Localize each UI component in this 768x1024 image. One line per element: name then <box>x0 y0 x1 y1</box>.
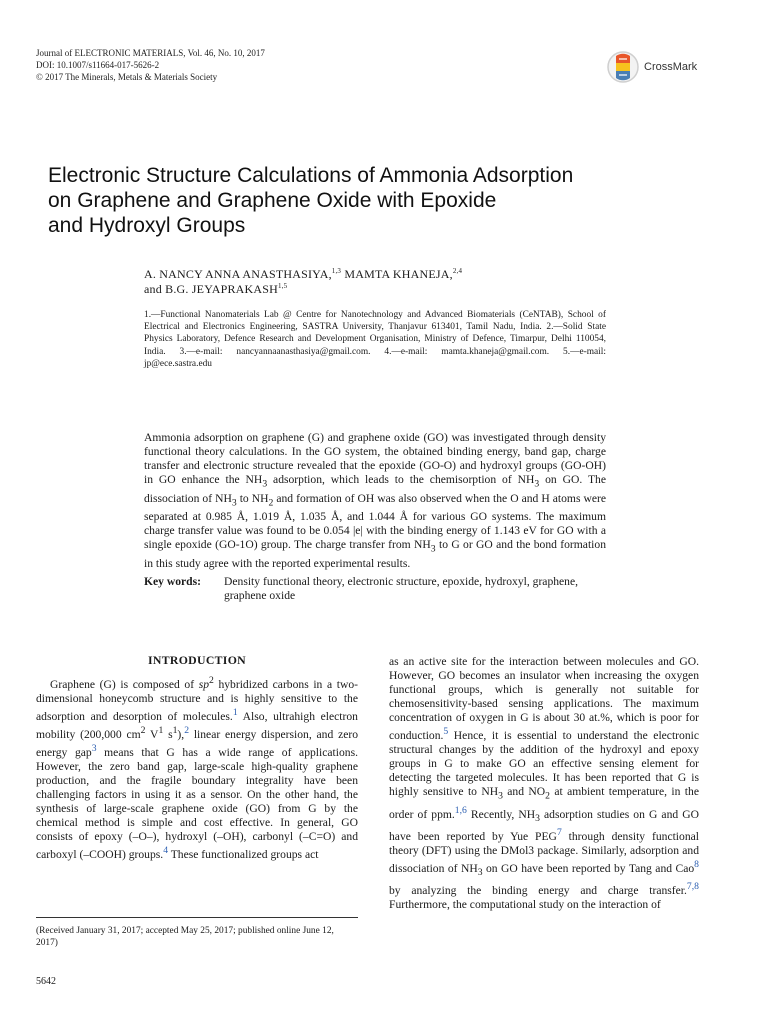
journal-citation: Journal of ELECTRONIC MATERIALS, Vol. 46, No. 10, 2017 <box>36 48 265 58</box>
abstract-text: on GO. The dissociation of NH <box>144 473 606 505</box>
subscript: 3 <box>535 812 540 824</box>
author-3-affil: 1,5 <box>278 281 288 290</box>
reference-link[interactable]: 1,6 <box>454 804 467 816</box>
abstract-text: Ammonia adsorption on graphene (G) and graphene oxide (GO) was investigated through density functional theory calculations. In the GO system, the obtained binding energy, band gap, charge transfer and electronic structure revealed that the epoxide (GO-O) and hydroxyl groups (GO-OH) in GO enhance the NH <box>144 431 606 487</box>
reference-link[interactable]: 7,8 <box>686 881 699 893</box>
reference-link[interactable]: 7 <box>556 826 562 838</box>
text-run: hybridized carbons in a two-dimensional honeycomb structure and is highly sensitive to the adsorption and desorption of molecules. <box>36 677 358 723</box>
text-run: Furthermore, the computational study on the interaction of <box>389 897 661 911</box>
keywords <box>144 575 606 604</box>
text-run: by analyzing the binding energy and charge transfer. <box>389 883 687 897</box>
abstract-text: and formation of OH was also observed when the O and H atoms were separated at 0.985 Å, 1.019 Å, 1.035 Å, and 1.044 Å for various GO systems. The maximum charge transfer value was found to be 0.054 |e| with the binding energy of 1.143 eV for GO with a single epoxide (GO-1O) group. The charge transfer from NH <box>144 491 607 552</box>
text-run: sp <box>198 677 209 691</box>
text-run: linear energy dispersion, and zero energy gap <box>36 727 359 759</box>
journal-header <box>36 47 436 83</box>
author-3: and B.G. JEYAPRAKASH <box>144 281 279 296</box>
author-2: MAMTA KHANEJA, <box>341 267 453 281</box>
intro-paragraph-continued <box>389 655 699 912</box>
superscript: 1 <box>158 724 164 736</box>
text-run: and NO <box>502 785 546 799</box>
subscript: 2 <box>545 790 550 802</box>
reference-link[interactable]: 3 <box>91 742 97 754</box>
title-line-3: and Hydroxyl Groups <box>48 214 246 237</box>
text-run: These functionalized groups act <box>168 847 319 861</box>
title-line-1: Electronic Structure Calculations of Ammonia Adsorption <box>48 164 574 187</box>
author-1-affil: 1,3 <box>331 267 342 275</box>
abstract-text: to NH <box>236 491 269 505</box>
intro-column-left <box>36 653 358 862</box>
keywords-text: Density functional theory, electronic structure, epoxide, hydroxyl, graphene, graphene oxide <box>224 575 579 603</box>
author-2-affil: 2,4 <box>452 267 463 275</box>
superscript: 2 <box>209 675 214 687</box>
intro-paragraph <box>36 674 358 862</box>
doi-line[interactable]: DOI: 10.1007/s11664-017-5626-2 <box>36 60 160 70</box>
subscript: 3 <box>262 478 268 490</box>
text-run: s <box>163 727 173 741</box>
received-dates: (Received January 31, 2017; accepted May 25, 2017; published online June 12, 2017) <box>36 926 334 948</box>
title-line-2: on Graphene and Graphene Oxide with Epoxide <box>48 189 497 212</box>
subscript: 3 <box>477 866 483 878</box>
crossmark-badge[interactable] <box>606 50 736 84</box>
text-run: ), <box>177 727 185 741</box>
reference-link[interactable]: 4 <box>163 845 169 856</box>
subscript: 3 <box>534 478 540 490</box>
text-run: at ambient temperature, in the order of ppm. <box>389 785 699 821</box>
crossmark-label: CrossMark <box>644 61 698 73</box>
subscript: 3 <box>231 497 237 508</box>
abstract-text: adsorption, which leads to the chemisorption of NH <box>267 473 535 487</box>
footnote-divider <box>36 917 358 918</box>
text-run: V <box>145 727 159 741</box>
text-run: Also, ultrahigh electron mobility (200,000 cm <box>36 709 358 741</box>
section-heading-introduction: INTRODUCTION <box>148 653 246 667</box>
superscript: 2 <box>140 724 146 736</box>
subscript: 3 <box>430 543 436 555</box>
affiliations: 1.—Functional Nanomaterials Lab @ Centre for Nanotechnology and Advanced Biomaterials (CeNTAB), School of Electrical and Electronics Engineering, SASTRA University, Thanjavur 613401, Tamil Nadu, India. 2.—Solid State Physics Laboratory, Defence Research and Development Organisation, Ministry of Defence, Timarpur, Delhi 110054, India. 3.—e-mail: nancyannaanasthasiya@gmail.com. 4.—e-mail: mamta.khaneja@gmail.com. 5.—e-mail: jp@ece.sastra.edu <box>144 310 606 369</box>
text-run: on GO have been reported by Tang and Cao <box>482 861 695 875</box>
page-number: 5642 <box>36 976 56 987</box>
reference-link[interactable]: 2 <box>184 724 190 736</box>
crossmark-icon <box>606 50 640 84</box>
text-run: Graphene (G) is composed of <box>50 677 199 691</box>
text-run: Hence, it is essential to understand the electronic structural changes by the addition of the hydroxyl and epoxy groups in G to make GO an effective sensing element for detecting the targeted molecules. It has been reported that G is highly sensitive to NH <box>389 729 699 799</box>
superscript: 1 <box>172 724 178 736</box>
paper-title <box>48 163 688 238</box>
abstract-text: to G or GO and the bond formation in this study agree with the reported experimental results. <box>144 538 606 570</box>
text-run: adsorption studies on G and GO have been reported by Yue PEG <box>389 807 699 843</box>
text-run: Recently, NH <box>466 807 536 821</box>
text-run: as an active site for the interaction between molecules and GO. However, GO becomes an insulator when increasing the oxygen functional groups, which is generally not suitable for chemosensitivity-based sensing applications. The maximum concentration of oxygen in G is about 30 at.%, which is poor for conduction. <box>389 655 699 743</box>
author-1: A. NANCY ANNA ANASTHASIYA, <box>144 267 332 281</box>
copyright-line: © 2017 The Minerals, Metals & Materials Society <box>36 72 218 82</box>
reference-link[interactable]: 8 <box>694 858 699 870</box>
reference-link[interactable]: 1 <box>232 707 238 718</box>
text-run: through density functional theory (DFT) using the DMol3 package. Similarly, adsorption and dissociation of NH <box>389 829 699 875</box>
intro-column-right <box>389 655 699 912</box>
reference-link[interactable]: 5 <box>443 726 449 738</box>
keywords-label: Key words: <box>144 575 201 588</box>
author-list <box>144 267 704 296</box>
subscript: 3 <box>498 790 503 802</box>
text-run: means that G has a wide range of applications. However, the zero band gap, large-scale high-quality graphene production, and the fragile boundary integrality have been challenging factors in using it as a sensor. On the other hand, the synthesis of large-scale graphene oxide (GO) from G by the chemical method is simple and cost effective. In general, GO consists of epoxy (–O–), hydroxyl (–OH), carbonyl (–C=O) and carboxyl (–COOH) groups. <box>36 745 358 861</box>
subscript: 2 <box>268 497 274 508</box>
abstract <box>144 431 606 571</box>
